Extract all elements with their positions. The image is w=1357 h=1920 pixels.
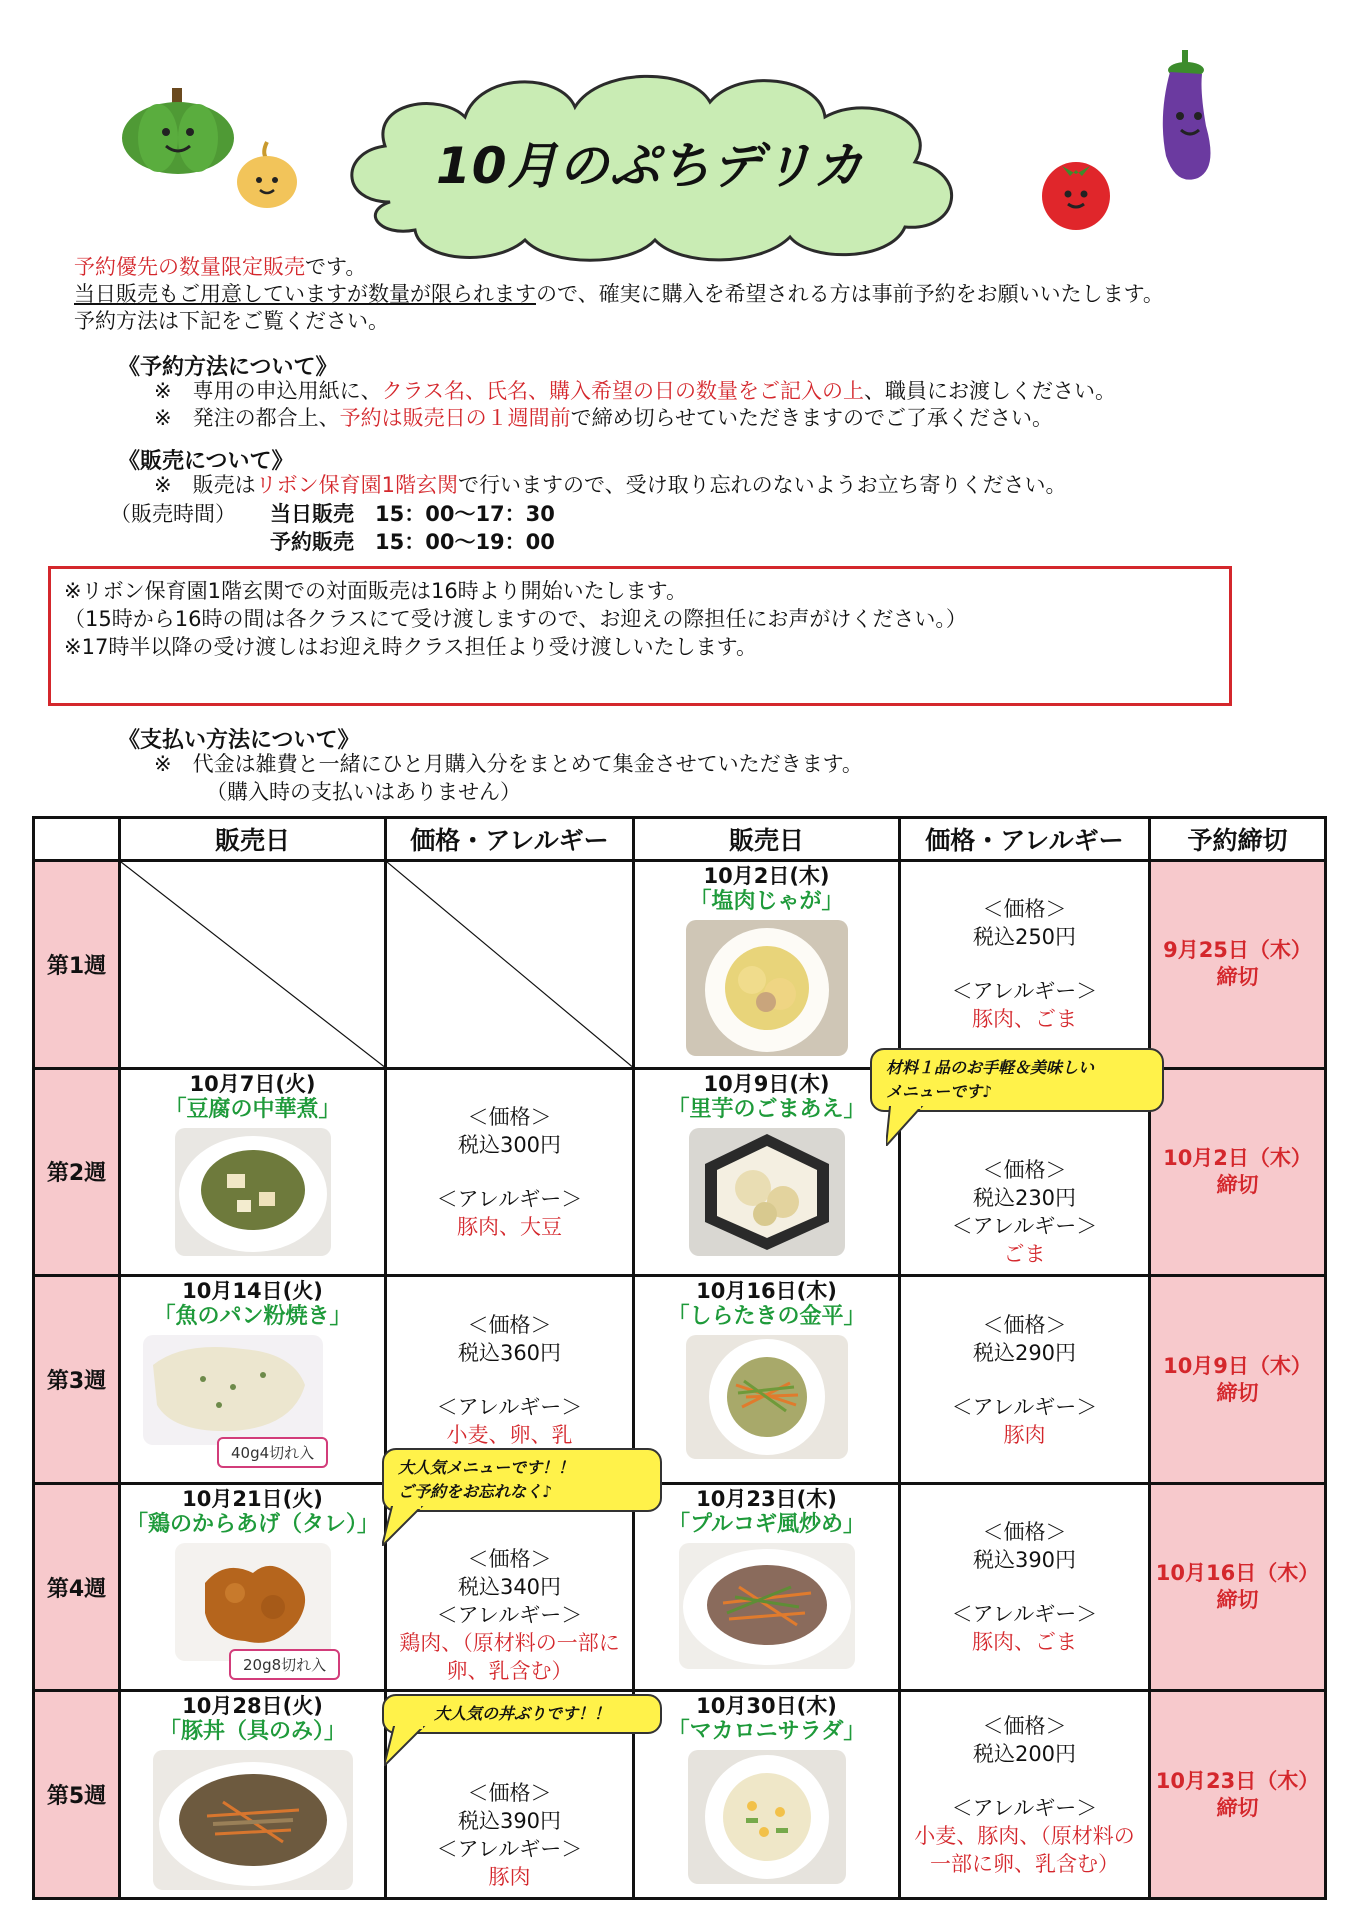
quantity-badge: 40g4切れ入 [217, 1437, 328, 1468]
week-label: 第4週 [34, 1483, 120, 1691]
deadline-suffix: 締切 [1216, 1588, 1259, 1613]
menu-cell [634, 861, 900, 1069]
header-sale-date-2: 販売日 [634, 818, 900, 861]
week-label: 第5週 [34, 1691, 120, 1899]
allergy-value: 豚肉 [1003, 1422, 1046, 1447]
deadline-date: 9月25日（木） [1163, 938, 1312, 963]
price-label: ＜価格＞ [982, 897, 1067, 922]
sales-line-1 [154, 472, 1067, 499]
deadline-date: 10月23日（木） [1155, 1768, 1320, 1793]
reserve-line-1 [154, 378, 1116, 405]
table-row [34, 1276, 1326, 1484]
intro-line-2 [74, 281, 1164, 308]
sale-date: 10月30日(木) [696, 1694, 837, 1719]
reserve-l2-b: で締め切らせていただきますのでご了承ください。 [570, 406, 1053, 430]
price-cell [900, 1483, 1150, 1691]
header-price-1: 価格・アレルギー [386, 818, 634, 861]
dish-name: 「魚のパン粉焼き」 [153, 1304, 352, 1330]
intro-line-2-rest: ので、確実に購入を希望される方は事前予約をお願いいたします。 [536, 282, 1164, 306]
allergy-value: 鶏肉、（原材料の一部に卵、乳含む） [399, 1631, 620, 1684]
reserve-l1-a: ※ 専用の申込用紙に、 [154, 379, 382, 403]
intro-line-1-rest: です。 [305, 255, 367, 279]
dish-name: 「豆腐の中華煮」 [164, 1096, 341, 1122]
payment-line-2: （購入時の支払いはありません） [206, 780, 521, 804]
table-row [34, 861, 1326, 1069]
menu-cell [634, 1483, 900, 1691]
week-label: 第2週 [34, 1068, 120, 1276]
payment-heading: 《支払い方法について》 [118, 728, 360, 753]
dish-name: 「塩肉じゃが」 [689, 889, 844, 915]
reserve-l1-red: クラス名、氏名、購入希望の日の数量をご記入の上 [381, 379, 864, 403]
sales-l1-b: で行いますので、受け取り忘れのないようお立ち寄りください。 [457, 473, 1067, 497]
allergy-label: ＜アレルギー＞ [436, 1837, 583, 1861]
payment-line-1: ※ 代金は雑費と一緒にひと月購入分をまとめて集金させていただきます。 [154, 752, 863, 776]
dish-name: 「プルコギ風炒め」 [667, 1511, 866, 1537]
dish-name: 「鶏のからあげ（タレ）」 [125, 1511, 379, 1537]
quantity-badge: 20g8切れ入 [229, 1649, 340, 1680]
price-label: ＜価格＞ [467, 1104, 552, 1129]
price-label: ＜価格＞ [982, 1312, 1067, 1337]
header-price-2: 価格・アレルギー [900, 818, 1150, 861]
price-label: ＜価格＞ [467, 1781, 552, 1805]
header-blank [34, 818, 120, 861]
menu-cell [120, 1691, 386, 1899]
deadline-suffix: 締切 [1216, 1380, 1259, 1405]
bubble-tail [886, 1106, 926, 1146]
allergy-value: 豚肉、大豆 [457, 1214, 562, 1239]
reserve-l2-red: 予約は販売日の１週間前 [339, 406, 571, 430]
dish-photo [689, 1128, 845, 1256]
deadline-suffix: 締切 [1216, 1172, 1259, 1197]
notice-line-2: （15時から16時の間は各クラスにて受け渡しますので、お迎えの際担任にお声がけください。） [64, 607, 967, 631]
tomato-icon [1034, 152, 1118, 232]
dish-name: 「里芋のごまあえ」 [667, 1096, 866, 1122]
allergy-label: ＜アレルギー＞ [951, 979, 1098, 1004]
price-value: 税込340円 [457, 1575, 562, 1600]
price-cell [900, 1691, 1150, 1899]
allergy-value: 小麦、卵、乳 [446, 1422, 573, 1447]
intro-limited-sale: 予約優先の数量限定販売 [74, 255, 305, 279]
reserve-heading: 《予約方法について》 [118, 355, 338, 380]
speech-bubble-easy-menu: 材料１品のお手軽＆美味しい メニューです♪ [870, 1048, 1164, 1112]
diagonal-line [121, 862, 384, 1067]
menu-cell [120, 1483, 386, 1691]
price-value: 税込200円 [972, 1741, 1077, 1766]
allergy-value: 小麦、豚肉、（原材料の一部に卵、乳含む） [914, 1823, 1135, 1876]
sale-date: 10月23日(木) [696, 1486, 837, 1511]
allergy-label: ＜アレルギー＞ [436, 1186, 583, 1211]
dish-name: 「豚丼（具のみ）」 [158, 1719, 346, 1745]
menu-cell [120, 1276, 386, 1484]
price-value: 税込300円 [457, 1132, 562, 1157]
notice-line-1: ※リボン保育園1階玄関での対面販売は16時より開始いたします。 [64, 579, 687, 603]
price-label: ＜価格＞ [982, 1158, 1067, 1183]
table-row [34, 1691, 1326, 1899]
sales-reserved: 予約販売 15：00～19：00 [270, 530, 555, 554]
allergy-label: ＜アレルギー＞ [436, 1603, 583, 1628]
diagonal-line [387, 862, 632, 1067]
sales-same-day: 当日販売 15：00～17：30 [270, 502, 555, 526]
deadline-suffix: 締切 [1216, 1795, 1259, 1820]
dish-photo [688, 1750, 846, 1884]
price-cell [900, 861, 1150, 1069]
menu-cell [634, 1068, 900, 1276]
allergy-label: ＜アレルギー＞ [951, 1602, 1098, 1627]
dish-photo [153, 1750, 353, 1890]
speech-bubble-popular-bowl: 大人気の丼ぶりです！！ [382, 1694, 662, 1734]
intro-line-3: 予約方法は下記をご覧ください。 [74, 309, 389, 333]
menu-table [32, 816, 1324, 1900]
dish-photo [686, 920, 848, 1056]
empty-cell [120, 861, 386, 1069]
deadline-cell [1150, 1691, 1326, 1899]
sale-date: 10月16日(木) [696, 1279, 837, 1304]
deadline-suffix: 締切 [1216, 965, 1259, 990]
dish-photo [175, 1543, 331, 1661]
deadline-date: 10月2日（木） [1163, 1145, 1312, 1170]
reserve-l1-b: 、職員にお渡しください。 [863, 379, 1116, 403]
intro-line-1 [74, 254, 366, 281]
table-row [34, 1483, 1326, 1691]
header-sale-date-1: 販売日 [120, 818, 386, 861]
bubble-tail [382, 1506, 426, 1546]
dish-photo [686, 1335, 848, 1459]
sale-date: 10月28日(火) [182, 1694, 323, 1719]
allergy-value: 豚肉、ごま [972, 1007, 1077, 1032]
allergy-label: ＜アレルギー＞ [951, 1394, 1098, 1419]
allergy-label: ＜アレルギー＞ [951, 1795, 1098, 1820]
price-value: 税込230円 [972, 1186, 1077, 1211]
sale-date: 10月9日(木) [703, 1071, 830, 1096]
menu-cell [634, 1691, 900, 1899]
speech-bubble-popular-menu: 大人気メニューです！！ ご予約をお忘れなく♪ [382, 1448, 662, 1512]
menu-cell [634, 1276, 900, 1484]
sales-time-label: （販売時間） [110, 502, 236, 526]
reserve-line-2 [154, 405, 1053, 432]
price-label: ＜価格＞ [982, 1520, 1067, 1545]
dish-photo [175, 1128, 331, 1256]
sales-l1-a: ※ 販売は [154, 473, 256, 497]
dish-name: 「しらたきの金平」 [667, 1304, 866, 1330]
dish-photo [143, 1335, 323, 1445]
deadline-cell [1150, 1483, 1326, 1691]
allergy-label: ＜アレルギー＞ [951, 1214, 1098, 1239]
onion-icon [232, 138, 302, 210]
reserve-l2-a: ※ 発注の都合上、 [154, 406, 340, 430]
deadline-date: 10月16日（木） [1155, 1561, 1320, 1586]
sales-heading: 《販売について》 [118, 449, 294, 474]
deadline-cell [1150, 861, 1326, 1069]
sales-l1-red: リボン保育園1階玄関 [255, 473, 458, 497]
price-value: 税込360円 [457, 1340, 562, 1365]
sale-date: 10月21日(火) [182, 1486, 323, 1511]
bubble-tail [384, 1726, 428, 1766]
sale-date: 10月7日(火) [189, 1071, 316, 1096]
price-value: 税込390円 [972, 1548, 1077, 1573]
price-label: ＜価格＞ [467, 1547, 552, 1572]
sale-date: 10月2日(木) [703, 864, 830, 889]
sale-date: 10月14日(火) [182, 1279, 323, 1304]
menu-cell [120, 1068, 386, 1276]
price-value: 税込250円 [972, 925, 1077, 950]
deadline-date: 10月9日（木） [1163, 1353, 1312, 1378]
price-value: 税込390円 [457, 1809, 562, 1833]
empty-cell [386, 861, 634, 1069]
price-label: ＜価格＞ [467, 1312, 552, 1337]
eggplant-icon [1148, 46, 1226, 196]
price-value: 税込290円 [972, 1340, 1077, 1365]
header-deadline: 予約締切 [1150, 818, 1326, 861]
pumpkin-icon [118, 86, 238, 176]
allergy-value: 豚肉、ごま [972, 1630, 1077, 1655]
price-cell [900, 1276, 1150, 1484]
dish-photo [679, 1543, 855, 1669]
price-label: ＜価格＞ [982, 1713, 1067, 1738]
week-label: 第3週 [34, 1276, 120, 1484]
week-label: 第1週 [34, 861, 120, 1069]
allergy-label: ＜アレルギー＞ [436, 1394, 583, 1419]
page-title: 10月のぷちデリカ [435, 137, 865, 195]
allergy-value: 豚肉 [488, 1865, 531, 1889]
deadline-cell [1150, 1068, 1326, 1276]
intro-underlined: 当日販売もご用意していますが数量が限られます [74, 282, 536, 306]
deadline-cell [1150, 1276, 1326, 1484]
allergy-value: ごま [1003, 1242, 1046, 1267]
notice-line-3: ※17時半以降の受け渡しはお迎え時クラス担任より受け渡しいたします。 [64, 635, 758, 659]
dish-name: 「マカロニサラダ」 [667, 1719, 866, 1745]
price-cell [386, 1068, 634, 1276]
